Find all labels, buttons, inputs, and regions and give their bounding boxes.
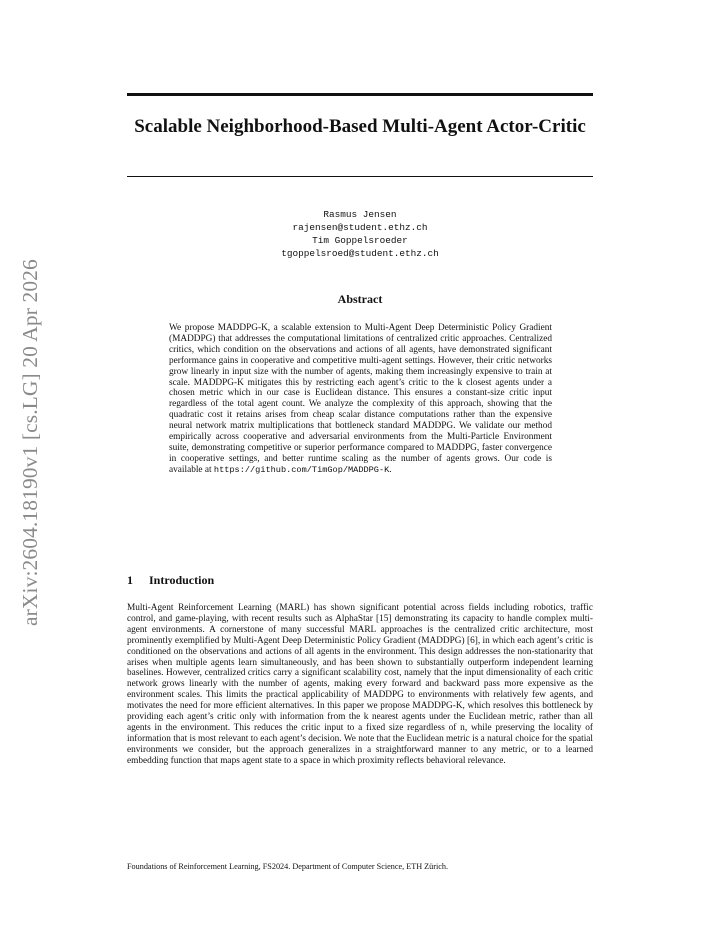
author-name: Tim Goppelsroeder: [312, 235, 408, 246]
arxiv-identifier-stamp: arXiv:2604.18190v1 [cs.LG] 20 Apr 2026: [18, 259, 42, 626]
section-title: Introduction: [149, 573, 215, 587]
abstract-paragraph: We propose MADDPG-K, a scalable extension to Multi-Agent Deep Deterministic Policy Gradient (MADDPG) that addresses the computational limitations of centralized critic approaches. Centralized critics, which condition on the observations and actions of all agents, have demonstrated significant performance gains in cooperative and competitive multi-agent settings. However, their critic networks grow linearly in input size with the number of agents, making them increasingly expensive to train at scale. MADDPG-K mitigates this by restricting each agent’s critic to the k closest agents under a chosen metric which in our case is Euclidean distance. This ensures a constant-size critic input regardless of the total agent count. We analyze the complexity of this approach, showing that the quadratic cost it retains arises from cheap scalar distance computations rather than the expensive neural network matrix multiplications that bottleneck standard MADDPG. We validate our method empirically across cooperative and adversarial environments from the Multi-Particle Environment suite, demonstrating competitive or superior performance compared to MADDPG, faster convergence in cooperative settings, and better runtime scaling as the number of agents grows. Our code is available at: [169, 323, 552, 475]
author-name: Rasmus Jensen: [323, 209, 397, 220]
author-email: tgoppelsroed@student.ethz.ch: [281, 248, 439, 259]
section-number: 1: [127, 573, 133, 587]
abstract-text: [169, 323, 552, 476]
title-bottom-rule: [127, 176, 593, 177]
code-link[interactable]: https://github.com/TimGop/MADDPG-K: [213, 464, 390, 475]
author-email: rajensen@student.ethz.ch: [292, 222, 428, 233]
title-top-rule: [127, 93, 593, 96]
paper-title: Scalable Neighborhood-Based Multi-Agent Actor-Critic: [134, 116, 586, 137]
section-heading: [127, 573, 214, 588]
abstract-period: .: [389, 464, 392, 475]
footnote: Foundations of Reinforcement Learning, FS2024. Department of Computer Science, ETH Zürich.: [127, 862, 449, 871]
abstract-heading: Abstract: [337, 292, 383, 306]
author-block: [127, 208, 593, 260]
introduction-paragraph: Multi-Agent Reinforcement Learning (MARL) has shown significant potential across fields including robotics, traffic control, and game-playing, with recent results such as AlphaStar [15] demonstrating its capacity to handle complex multi-agent environments. A cornerstone of many successful MARL approaches is the centralized critic architecture, most prominently exemplified by Multi-Agent Deep Deterministic Policy Gradient (MADDPG) [6], in which each agent’s critic is conditioned on the observations and actions of all agents in the environment. This design addresses the non-stationarity that arises when multiple agents learn simultaneously, and has been shown to substantially outperform independent learning baselines. However, centralized critics carry a significant scalability cost, namely that the input dimensionality of each critic network grows linearly with the number of agents, making every forward and backward pass more expensive as the environment scales. This limits the practical applicability of MADDPG to environments with relatively few agents, and motivates the need for more efficient alternatives. In this paper we propose MADDPG-K, which resolves this bottleneck by providing each agent’s critic only with information from the k nearest agents under the Euclidean metric, rather than all agents in the environment. This reduces the critic input to a fixed size regardless of n, while preserving the locality of information that is most relevant to each agent’s decision. We note that the Euclidean metric is a natural choice for the spatial environments we consider, but the approach generalizes in a straightforward manner to any metric, or to a learned embedding function that maps agent state to a space in which proximity reflects behavioral relevance.: [127, 603, 593, 766]
